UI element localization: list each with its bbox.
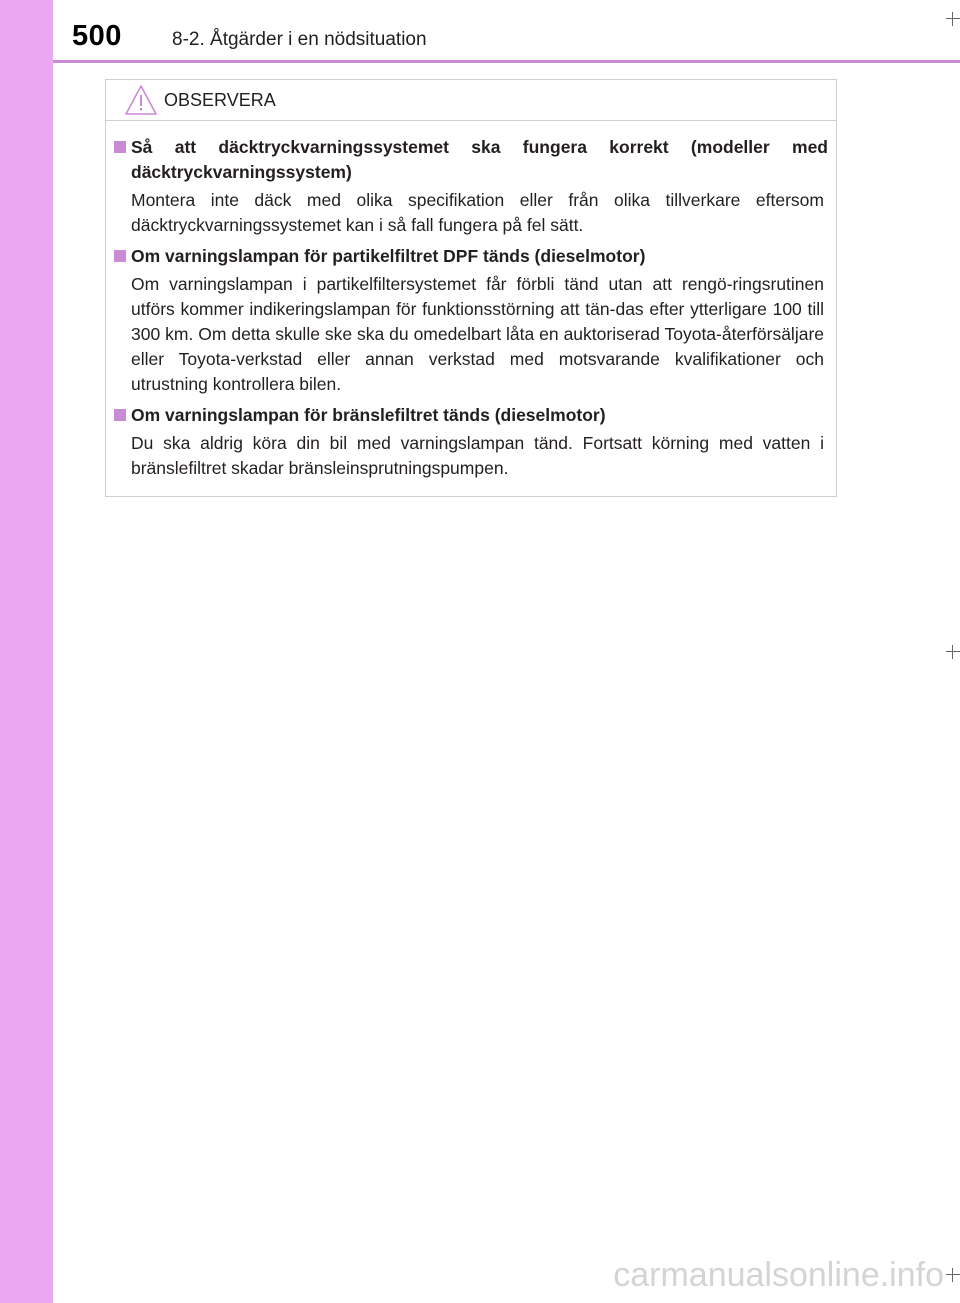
registration-mark-top (946, 12, 960, 26)
notice-item (106, 244, 836, 397)
watermark-text: carmanualsonline.info (613, 1256, 944, 1294)
notice-item (106, 403, 836, 481)
registration-mark-middle (946, 645, 960, 659)
item-heading-text: Så att däcktryckvarningssystemet ska fungera korrekt (modeller med däcktryckvarningssystem) (131, 137, 828, 182)
notice-title: OBSERVERA (164, 90, 276, 110)
item-heading-text: Om varningslampan för bränslefiltret tänds (dieselmotor) (131, 405, 606, 425)
side-color-strip (0, 0, 53, 1303)
warning-triangle-icon (124, 84, 158, 121)
item-heading (106, 244, 836, 269)
item-heading-text: Om varningslampan för partikelfiltret DPF tänds (dieselmotor) (131, 246, 646, 266)
item-text: Du ska aldrig köra din bil med varningslampan tänd. Fortsatt körning med vatten i bränslefiltret skadar bränsleinsprutningspumpen. (131, 433, 824, 478)
item-text: Om varningslampan i partikelfiltersystemet får förbli tänd utan att rengö-ringsrutinen utförs kommer indikeringslampan för funktionsstörning att tän-das efter ytterligare 100 till 300 km. Om detta skulle ske ska du omedelbart låta en auktoriserad Toyota-återförsäljare eller Toyota-verkstad eller annan verkstad med motsvarande kvalifikationer och utrustning kontrollera bilen. (131, 274, 824, 394)
header-rule (53, 60, 960, 63)
item-heading (106, 135, 836, 185)
square-bullet-icon (114, 141, 126, 153)
section-title: 8-2. Åtgärder i en nödsituation (172, 29, 427, 50)
notice-body (106, 135, 836, 487)
registration-mark-bottom (946, 1268, 960, 1282)
square-bullet-icon (114, 409, 126, 421)
item-heading (106, 403, 836, 428)
page-number: 500 (72, 20, 122, 52)
notice-item (106, 135, 836, 238)
notice-header (106, 80, 836, 121)
item-text: Montera inte däck med olika specifikation eller från olika tillverkare eftersom däcktryckvarningssystemet kan i så fall fungera på fel sätt. (131, 190, 824, 235)
square-bullet-icon (114, 250, 126, 262)
notice-box (105, 79, 837, 497)
